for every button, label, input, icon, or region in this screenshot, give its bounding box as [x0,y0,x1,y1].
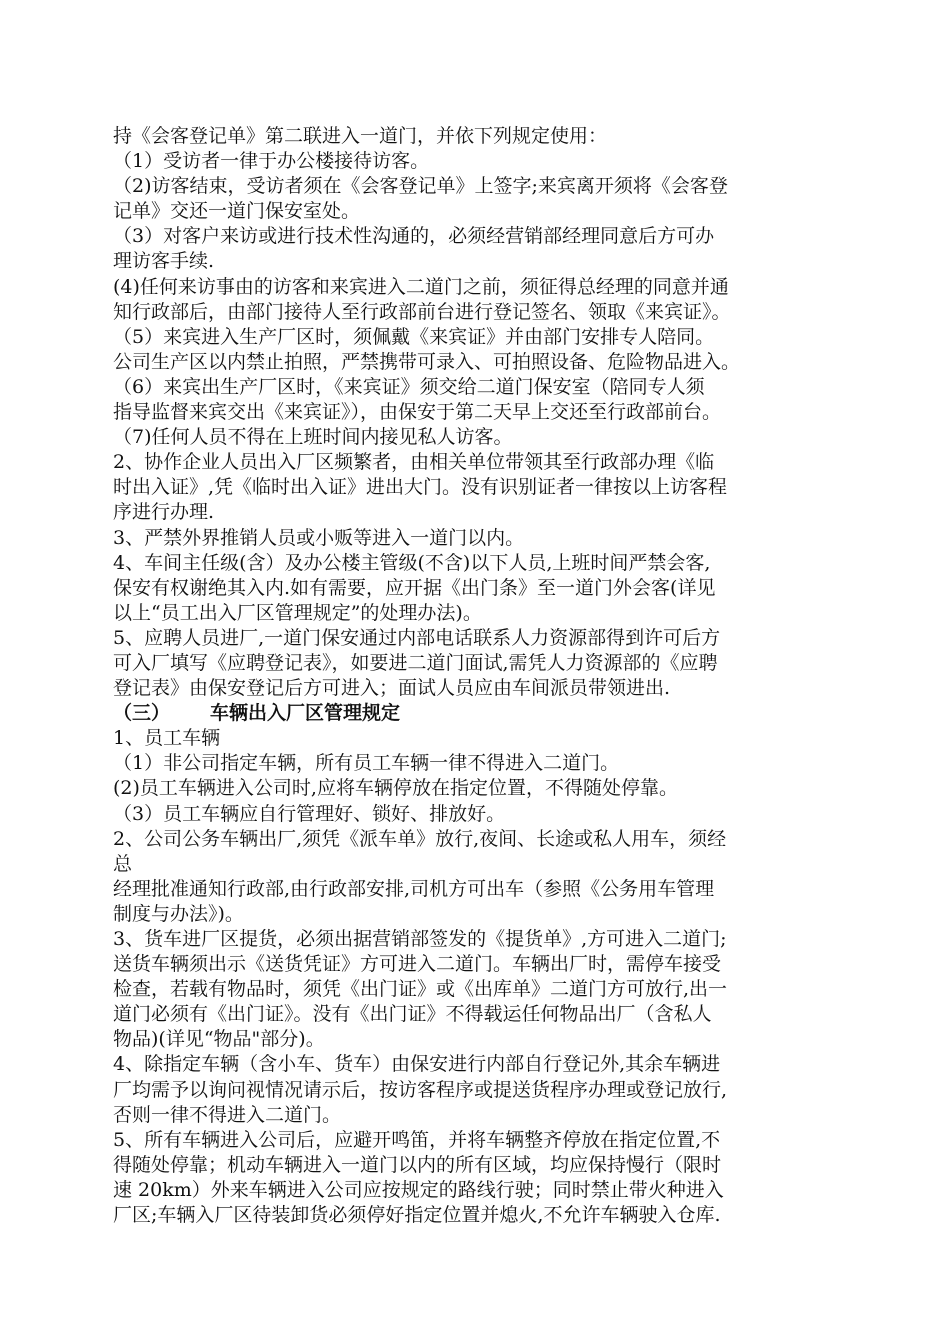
text-line: 厂区;车辆入厂区待装卸货必须停好指定位置并熄火,不允许车辆驶入仓库. [113,1204,721,1227]
text-line: 理访客手续. [113,250,215,273]
text-line: （1）非公司指定车辆，所有员工车辆一律不得进入二道门。 [113,752,620,775]
section-heading [113,701,843,726]
text-line: 5、应聘人员进厂,一道门保安通过内部电话联系人力资源部得到许可后方 [113,626,721,649]
text-line: 制度与办法》)。 [113,902,244,925]
text-line: （2)访客结束，受访者须在《会客登记单》上签字;来宾离开须将《会客登 [113,175,728,198]
section-number: （三） [113,702,171,725]
text-line: （5）来宾进入生产厂区时，须佩戴《来宾证》并由部门安排专人陪同。 [113,325,715,348]
text-line: (2)员工车辆进入公司时,应将车辆停放在指定位置，不得随处停靠。 [113,777,678,800]
text-line: 得随处停靠；机动车辆进入一道门以内的所有区域，均应保持慢行（限时 [113,1153,722,1176]
text-line: 2、公司公务车辆出厂,须凭《派车单》放行,夜间、长途或私人用车，须经 [113,827,727,850]
text-line: 3、货车进厂区提货，必须出据营销部签发的《提货单》,方可进入二道门; [113,928,727,950]
text-line: 知行政部后，由部门接待人至行政部前台进行登记签名、领取《来宾证》。 [113,300,731,323]
text-line: 速 20km）外来车辆进入公司应按规定的路线行驶；同时禁止带火种进入 [113,1178,724,1201]
text-line: 持《会客登记单》第二联进入一道门，并依下列规定使用： [113,125,608,147]
text-line: 4、除指定车辆（含小车、货车）由保安进行内部自行登记外,其余车辆进 [113,1053,721,1076]
text-line: （7)任何人员不得在上班时间内接见私人访客。 [113,426,513,449]
text-line: （3）员工车辆应自行管理好、锁好、排放好。 [113,802,506,825]
text-line: 否则一律不得进入二道门。 [113,1103,342,1126]
text-line: 以上“员工出入厂区管理规定”的处理办法)。 [113,601,482,624]
text-line: 公司生产区以内禁止拍照，严禁携带可录入、可拍照设备、危险物品进入。 [113,350,741,373]
text-line: 时出入证》,凭《临时出入证》进出大门。没有识别证者一律按以上访客程 [113,476,728,499]
text-line: 可入厂填写《应聘登记表》，如要进二道门面试,需凭人力资源部的《应聘 [113,651,718,674]
text-line: 经理批准通知行政部,由行政部安排,司机方可出车（参照《公务用车管理 [113,877,715,900]
document-body [113,124,843,1228]
text-line: （3）对客户来访或进行技术性沟通的，必须经营销部经理同意后方可办 [113,225,715,248]
text-line: 序进行办理. [113,501,215,524]
section-title: 车辆出入厂区管理规定 [210,702,401,725]
text-line: 送货车辆须出示《送货凭证》方可进入二道门。车辆出厂时，需停车接受 [113,953,722,976]
text-line: 1、员工车辆 [113,727,221,750]
text-line: 5、所有车辆进入公司后，应避开鸣笛，并将车辆整齐停放在指定位置,不 [113,1128,721,1151]
text-line: 保安有权谢绝其入内.如有需要，应开据《出门条》至一道门外会客(详见 [113,576,716,599]
text-line: (4)任何来访事由的访客和来宾进入二道门之前，须征得总经理的同意并通 [113,275,729,298]
text-line: 4、车间主任级(含）及办公楼主管级(不含)以下人员,上班时间严禁会客, [113,551,711,574]
text-line: 道门必须有《出门证》。没有《出门证》不得载运任何物品出厂（含私人 [113,1003,712,1026]
text-line: 物品)(详见“物品"部分)。 [113,1028,325,1051]
text-line: 指导监督来宾交出《来宾证》），由保安于第二天早上交还至行政部前台。 [113,401,722,424]
text-line: （1）受访者一律于办公楼接待访客。 [113,150,430,173]
text-line: 记单》交还一道门保安室处。 [113,200,361,223]
text-line: 总 [113,852,133,875]
text-line: （6）来宾出生产厂区时，《来宾证》须交给二道门保安室（陪同专人须 [113,375,705,398]
text-line: 检查，若载有物品时，须凭《出门证》或《出库单》二道门方可放行,出一 [113,978,728,1001]
text-line: 2、协作企业人员出入厂区频繁者，由相关单位带领其至行政部办理《临 [113,451,715,474]
text-line: 厂均需予以询问视情况请示后，按访客程序或提送货程序办理或登记放行, [113,1078,728,1101]
text-line: 登记表》由保安登记后方可进入；面试人员应由车间派员带领进出. [113,677,671,700]
text-line: 3、严禁外界推销人员或小贩等进入一道门以内。 [113,526,525,549]
